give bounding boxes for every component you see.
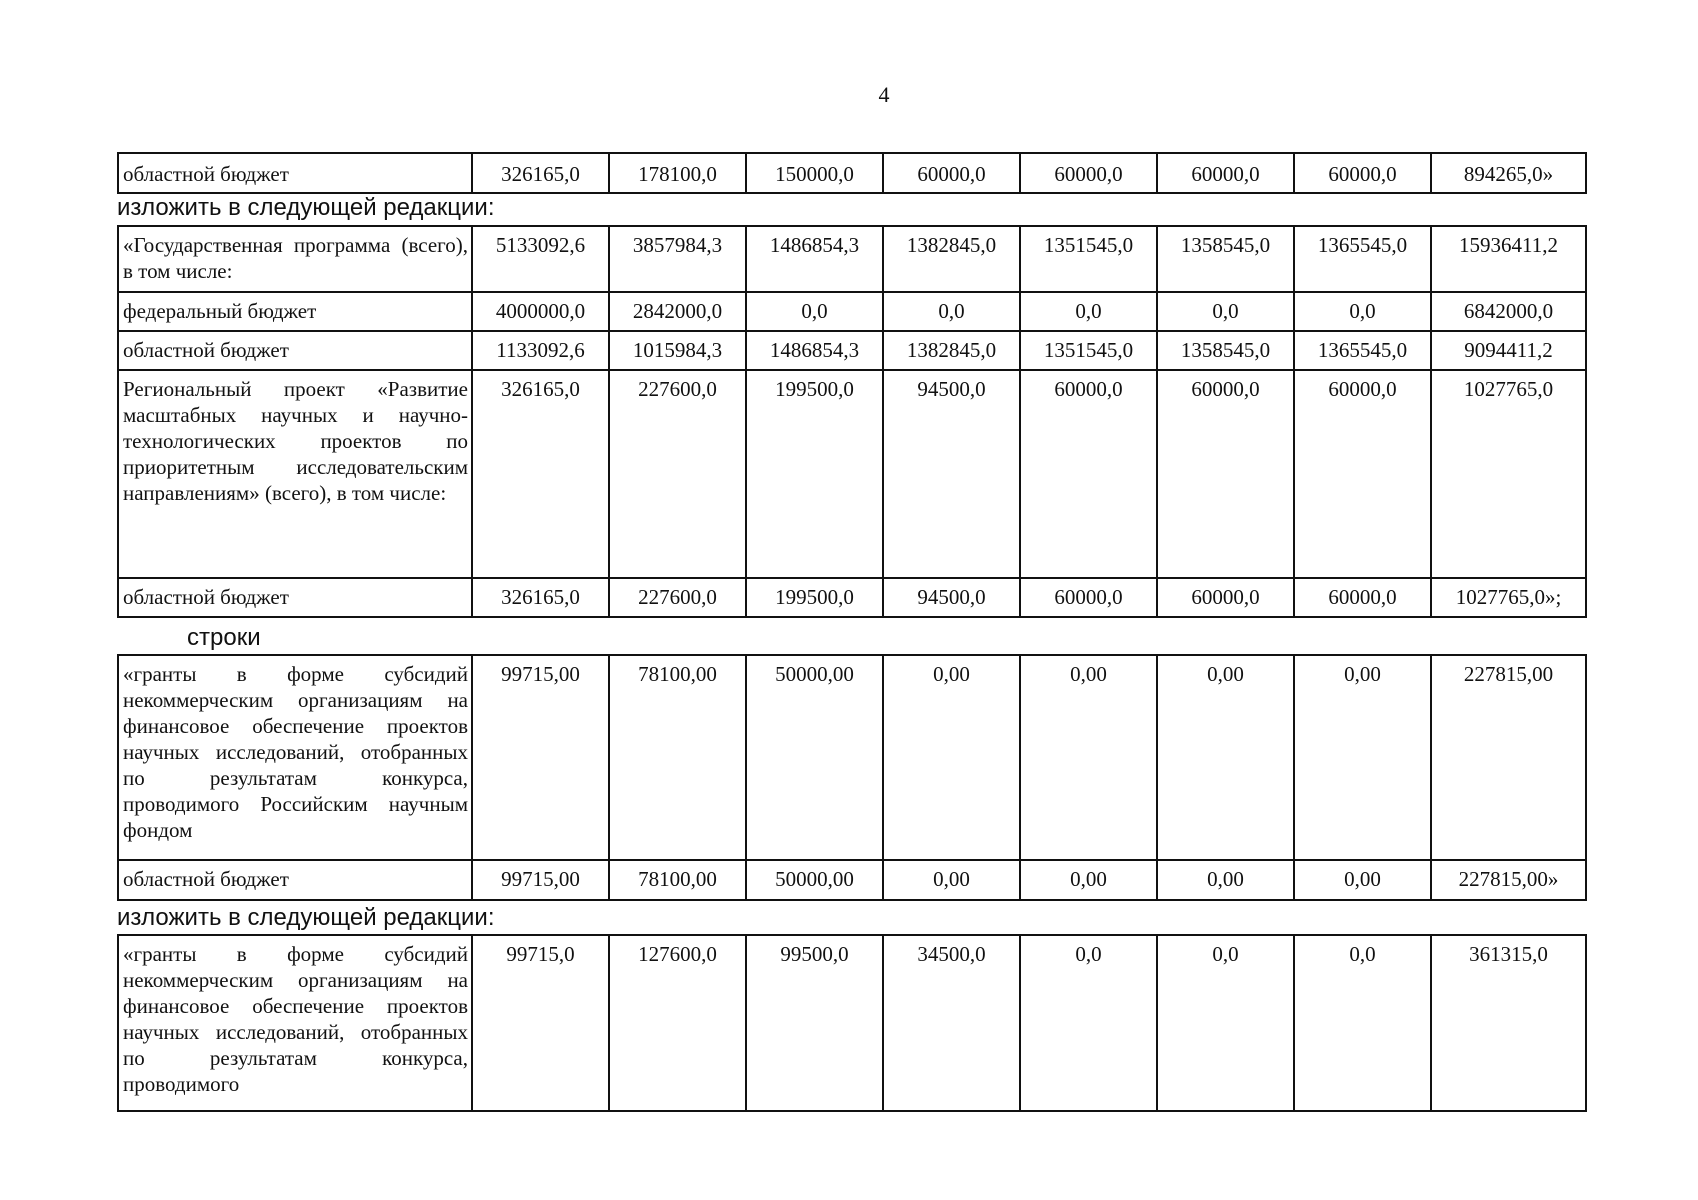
row-label: «Государственная программа (всего), в том числе:: [118, 226, 472, 292]
cell-value: 2842000,0: [609, 292, 746, 331]
row-label: Региональный проект «Развитие масштабных научных и научно-технологических проектов по приоритетным исследовательским направлениям» (всего), в том числе:: [118, 370, 472, 578]
cell-value: 1351545,0: [1020, 226, 1157, 292]
row-label: областной бюджет: [118, 153, 472, 193]
table-body: [118, 935, 1586, 1111]
cell-value: 0,00: [1294, 860, 1431, 900]
cell-value: 0,00: [1294, 655, 1431, 860]
cell-value: 1382845,0: [883, 331, 1020, 370]
cell-total: 361315,0: [1431, 935, 1586, 1111]
cell-value: 78100,00: [609, 655, 746, 860]
table-row: [118, 578, 1586, 617]
cell-value: 94500,0: [883, 578, 1020, 617]
budget-table-new-grants: [117, 934, 1587, 1112]
budget-table-old-top: [117, 152, 1587, 194]
table-row: [118, 655, 1586, 860]
cell-value: 99500,0: [746, 935, 883, 1111]
cell-total: 9094411,2: [1431, 331, 1586, 370]
cell-value: 60000,0: [1157, 578, 1294, 617]
cell-value: 1382845,0: [883, 226, 1020, 292]
budget-table-new-program: [117, 225, 1587, 618]
table-row: [118, 153, 1586, 193]
table-body: [118, 655, 1586, 900]
table-row: [118, 331, 1586, 370]
cell-value: 0,00: [1020, 860, 1157, 900]
cell-total: 227815,00: [1431, 655, 1586, 860]
cell-value: 1133092,6: [472, 331, 609, 370]
table-row: [118, 292, 1586, 331]
cell-value: 50000,00: [746, 860, 883, 900]
table-row: [118, 370, 1586, 578]
cell-total: 227815,00»: [1431, 860, 1586, 900]
cell-value: 60000,0: [1294, 578, 1431, 617]
cell-value: 60000,0: [883, 153, 1020, 193]
cell-value: 326165,0: [472, 153, 609, 193]
cell-value: 0,00: [1157, 860, 1294, 900]
cell-value: 78100,00: [609, 860, 746, 900]
cell-value: 0,0: [746, 292, 883, 331]
cell-value: 60000,0: [1157, 153, 1294, 193]
table-body: [118, 153, 1586, 193]
row-label: областной бюджет: [118, 331, 472, 370]
cell-value: 94500,0: [883, 370, 1020, 578]
budget-table-old-grants: [117, 654, 1587, 901]
cell-total: 6842000,0: [1431, 292, 1586, 331]
cell-value: 0,00: [1020, 655, 1157, 860]
cell-value: 34500,0: [883, 935, 1020, 1111]
cell-value: 60000,0: [1294, 153, 1431, 193]
cell-value: 0,0: [1157, 935, 1294, 1111]
row-label: федеральный бюджет: [118, 292, 472, 331]
cell-value: 0,0: [1020, 935, 1157, 1111]
cell-value: 0,0: [1294, 292, 1431, 331]
table-row: [118, 935, 1586, 1111]
cell-value: 326165,0: [472, 578, 609, 617]
cell-value: 60000,0: [1294, 370, 1431, 578]
cell-total: 894265,0»: [1431, 153, 1586, 193]
cell-value: 0,00: [883, 860, 1020, 900]
cell-value: 60000,0: [1020, 153, 1157, 193]
cell-value: 1015984,3: [609, 331, 746, 370]
section-heading: изложить в следующей редакции:: [117, 194, 495, 221]
cell-value: 0,0: [883, 292, 1020, 331]
cell-value: 0,0: [1294, 935, 1431, 1111]
cell-value: 150000,0: [746, 153, 883, 193]
cell-value: 1351545,0: [1020, 331, 1157, 370]
page-number: 4: [878, 82, 890, 107]
cell-value: 227600,0: [609, 578, 746, 617]
cell-value: 1358545,0: [1157, 226, 1294, 292]
section-heading: строки: [187, 624, 261, 651]
cell-value: 3857984,3: [609, 226, 746, 292]
cell-value: 227600,0: [609, 370, 746, 578]
cell-value: 99715,00: [472, 655, 609, 860]
cell-value: 326165,0: [472, 370, 609, 578]
cell-value: 60000,0: [1020, 578, 1157, 617]
section-heading: изложить в следующей редакции:: [117, 904, 495, 931]
cell-value: 99715,00: [472, 860, 609, 900]
table-row: [118, 226, 1586, 292]
table-row: [118, 860, 1586, 900]
row-label: областной бюджет: [118, 578, 472, 617]
cell-value: 0,00: [1157, 655, 1294, 860]
row-label: «гранты в форме субсидий некоммерческим организациям на финансовое обеспечение проектов научных исследований, отобранных по результатам конкурса, проводимого Российским научным фондом: [118, 655, 472, 860]
cell-value: 199500,0: [746, 578, 883, 617]
row-label: «гранты в форме субсидий некоммерческим организациям на финансовое обеспечение проектов научных исследований, отобранных по результатам конкурса, проводимого: [118, 935, 472, 1111]
cell-value: 5133092,6: [472, 226, 609, 292]
cell-value: 1365545,0: [1294, 331, 1431, 370]
cell-value: 1486854,3: [746, 226, 883, 292]
cell-value: 50000,00: [746, 655, 883, 860]
cell-value: 199500,0: [746, 370, 883, 578]
cell-value: 1486854,3: [746, 331, 883, 370]
cell-value: 4000000,0: [472, 292, 609, 331]
table-body: [118, 226, 1586, 617]
cell-value: 127600,0: [609, 935, 746, 1111]
cell-value: 178100,0: [609, 153, 746, 193]
cell-value: 60000,0: [1020, 370, 1157, 578]
cell-value: 60000,0: [1157, 370, 1294, 578]
cell-value: 0,0: [1157, 292, 1294, 331]
cell-total: 15936411,2: [1431, 226, 1586, 292]
cell-total: 1027765,0: [1431, 370, 1586, 578]
cell-value: 0,00: [883, 655, 1020, 860]
cell-value: 99715,0: [472, 935, 609, 1111]
row-label: областной бюджет: [118, 860, 472, 900]
cell-value: 1358545,0: [1157, 331, 1294, 370]
cell-value: 1365545,0: [1294, 226, 1431, 292]
cell-value: 0,0: [1020, 292, 1157, 331]
cell-total: 1027765,0»;: [1431, 578, 1586, 617]
